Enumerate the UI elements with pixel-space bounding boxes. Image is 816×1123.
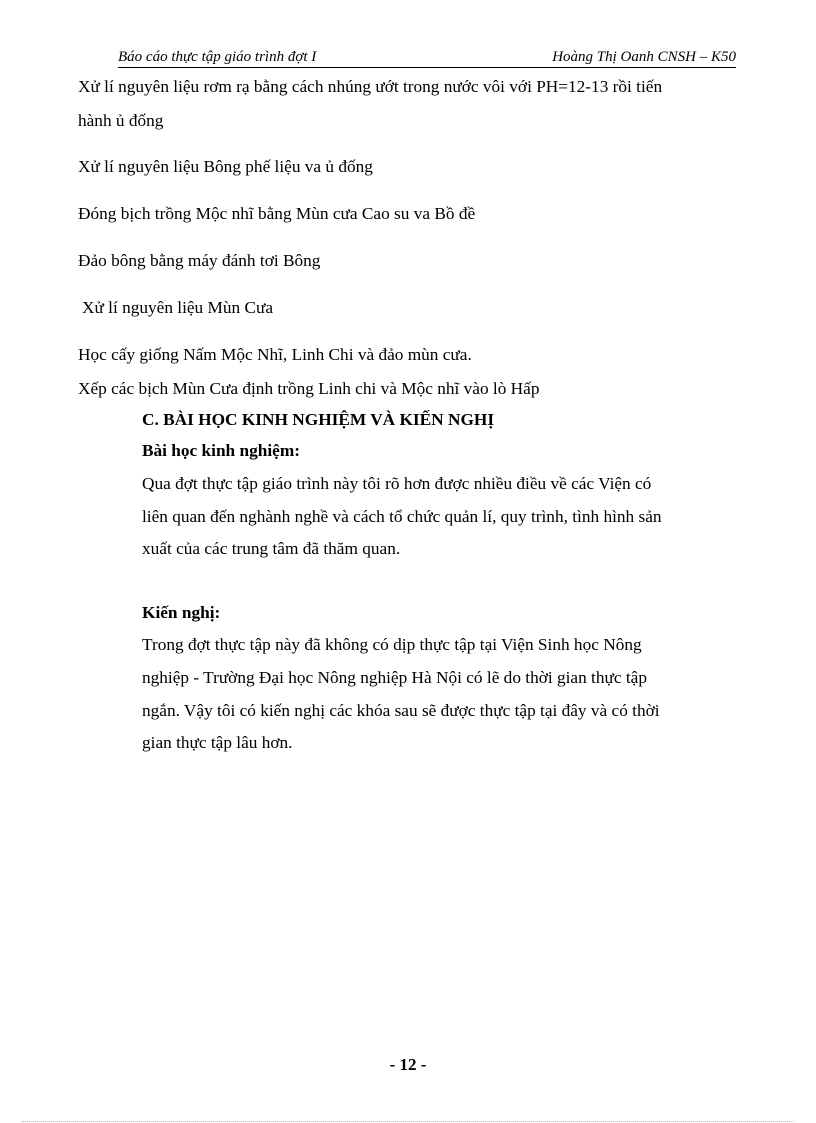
activity-line-2: hành ủ đống [78,111,164,130]
recommend-heading: Kiến nghị: [142,603,221,622]
activity-line-1: Xử lí nguyên liệu rơm rạ bằng cách nhúng ướt trong nước vôi với PH=12-13 rồi tiến [78,77,663,96]
activity-line-3: Xử lí nguyên liệu Bông phế liệu va ủ đống [78,157,373,176]
lessons-line-2: liên quan đến nghành nghề và cách tổ chức quản lí, quy trình, tình hình sản [142,507,662,526]
header-report-title: Báo cáo thực tập giáo trình đợt I [118,49,317,65]
recommend-line-2: nghiệp - Trường Đại học Nông nghiệp Hà Nội có lẽ do thời gian thực tập [142,668,647,687]
activity-line-6: Xử lí nguyên liệu Mùn Cưa [82,298,274,317]
recommend-line-1: Trong đợt thực tập này đã không có dịp thực tập tại Viện Sinh học Nông [142,635,642,654]
lessons-line-3: xuất của các trung tâm đã thăm quan. [142,539,401,558]
recommend-line-4: gian thực tập lâu hơn. [142,733,293,752]
activity-line-7: Học cấy giống Nấm Mộc Nhĩ, Linh Chi và đảo mùn cưa. [78,345,472,364]
section-title: C. BÀI HỌC KINH NGHIỆM VÀ KIẾN NGHỊ [142,410,495,429]
header-author: Hoàng Thị Oanh CNSH – K50 [552,49,736,65]
activity-line-5: Đảo bông bằng máy đánh tơi Bông [78,251,321,270]
page-edge-divider [22,1121,794,1122]
lessons-heading: Bài học kinh nghiệm: [142,441,300,460]
page-number: - 12 - [389,1055,427,1074]
lessons-line-1: Qua đợt thực tập giáo trình này tôi rõ hơn được nhiều điều về các Viện có [142,474,652,493]
running-header [118,49,736,68]
activity-line-4: Đóng bịch trồng Mộc nhĩ bằng Mùn cưa Cao su va Bồ đề [78,204,476,223]
recommend-line-3: ngắn. Vậy tôi có kiến nghị các khóa sau sẽ được thực tập tại đây và có thời [142,701,660,720]
activity-line-8: Xếp các bịch Mùn Cưa định trồng Linh chi và Mộc nhĩ vào lò Hấp [78,379,540,398]
